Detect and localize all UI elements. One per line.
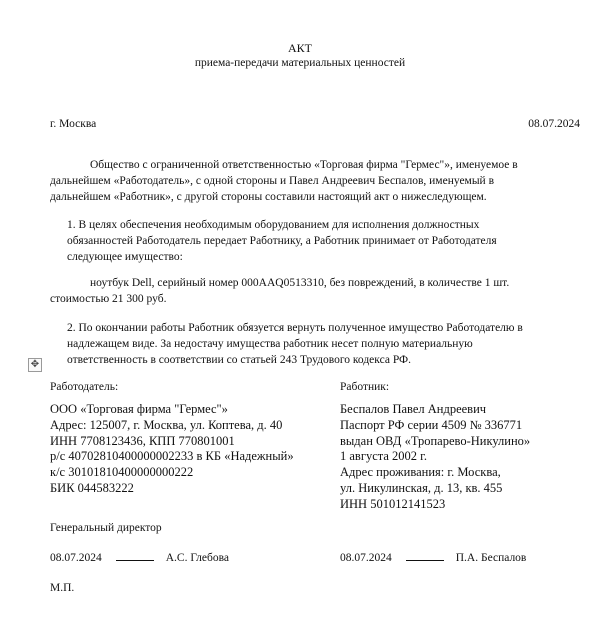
clause-2 bbox=[50, 320, 523, 368]
employer-heading: Работодатель: bbox=[50, 381, 119, 393]
clause-2-line: надлежащем виде. За недостачу имущества работник несет полную материальную bbox=[67, 338, 473, 350]
employer-signature-row bbox=[50, 549, 229, 566]
intro-paragraph bbox=[50, 157, 518, 205]
employee-detail-line: 1 августа 2002 г. bbox=[340, 449, 428, 464]
employer-detail-line: ООО «Торговая фирма "Гермес"» bbox=[50, 402, 228, 416]
employee-signatory: П.А. Беспалов bbox=[455, 552, 527, 564]
document-subtitle: приема-передачи материальных ценностей bbox=[194, 57, 406, 69]
intro-line: дальнейшем «Работодатель», с одной стороны и Павел Андреевич Беспалов, именуемый в bbox=[50, 175, 495, 187]
intro-line: Общество с ограниченной ответственностью «Торговая фирма "Гермес"», именуемое в bbox=[90, 159, 518, 171]
clause-1 bbox=[50, 217, 497, 265]
employee-detail-line: Беспалов Павел Андреевич bbox=[340, 402, 487, 416]
clause-2-line: ответственность в соответствии со статьей 243 Трудового кодекса РФ. bbox=[67, 354, 411, 366]
place: г. Москва bbox=[50, 118, 97, 130]
item-line: ноутбук Dell, серийный номер 000AAQ0513310, без повреждений, в количестве 1 шт. bbox=[90, 277, 510, 289]
employer-detail-line: р/с 40702810400000002233 в КБ «Надежный» bbox=[50, 449, 294, 464]
clause-1-line: 1. В целях обеспечения необходимым оборудованием для исполнения должностных bbox=[67, 219, 480, 231]
employer-detail-line: БИК 044583222 bbox=[50, 480, 134, 495]
employee-detail-line: ИНН 501012141523 bbox=[340, 496, 446, 511]
employer-signatory: А.С. Глебова bbox=[165, 552, 229, 564]
employer-position: Генеральный директор bbox=[50, 522, 162, 534]
employer-detail-line: ИНН 7708123436, КПП 770801001 bbox=[50, 433, 235, 448]
clause-2-line: 2. По окончании работы Работник обязуется вернуть полученное имущество Работодателю в bbox=[67, 322, 523, 334]
employee-detail-line: выдан ОВД «Тропарево-Никулино» bbox=[340, 433, 531, 448]
employer-detail-line: Адрес: 125007, г. Москва, ул. Коптева, д. 40 bbox=[50, 417, 283, 432]
employee-detail-line: ул. Никулинская, д. 13, кв. 455 bbox=[340, 480, 503, 495]
employee-sign-date: 08.07.2024 bbox=[340, 552, 392, 564]
employer-detail-line: к/с 30101810400000000222 bbox=[50, 465, 194, 480]
signature-line bbox=[116, 549, 154, 561]
employer-details bbox=[50, 402, 294, 497]
intro-line: дальнейшем «Работник», с другой стороны составили настоящий акт о нижеследующем. bbox=[50, 191, 487, 203]
employee-detail-line: Адрес проживания: г. Москва, bbox=[340, 465, 501, 480]
document-date: 08.07.2024 bbox=[528, 118, 580, 130]
item-description bbox=[50, 275, 509, 307]
move-icon[interactable]: ✥ bbox=[28, 358, 42, 372]
employee-detail-line: Паспорт РФ серии 4509 № 336771 bbox=[340, 417, 523, 432]
employee-heading: Работник: bbox=[340, 381, 390, 393]
clause-1-line: обязанностей Работодатель передает Работнику, а Работник принимает от Работодателя bbox=[67, 235, 497, 247]
employee-signature-row bbox=[340, 549, 526, 566]
clause-1-line: следующее имущество: bbox=[67, 251, 183, 263]
employee-details bbox=[340, 402, 530, 513]
document-title: АКТ bbox=[288, 41, 312, 55]
employer-sign-date: 08.07.2024 bbox=[50, 552, 102, 564]
item-line: стоимостью 21 300 руб. bbox=[50, 293, 167, 305]
stamp-place: М.П. bbox=[50, 582, 75, 594]
signature-line bbox=[406, 549, 444, 561]
